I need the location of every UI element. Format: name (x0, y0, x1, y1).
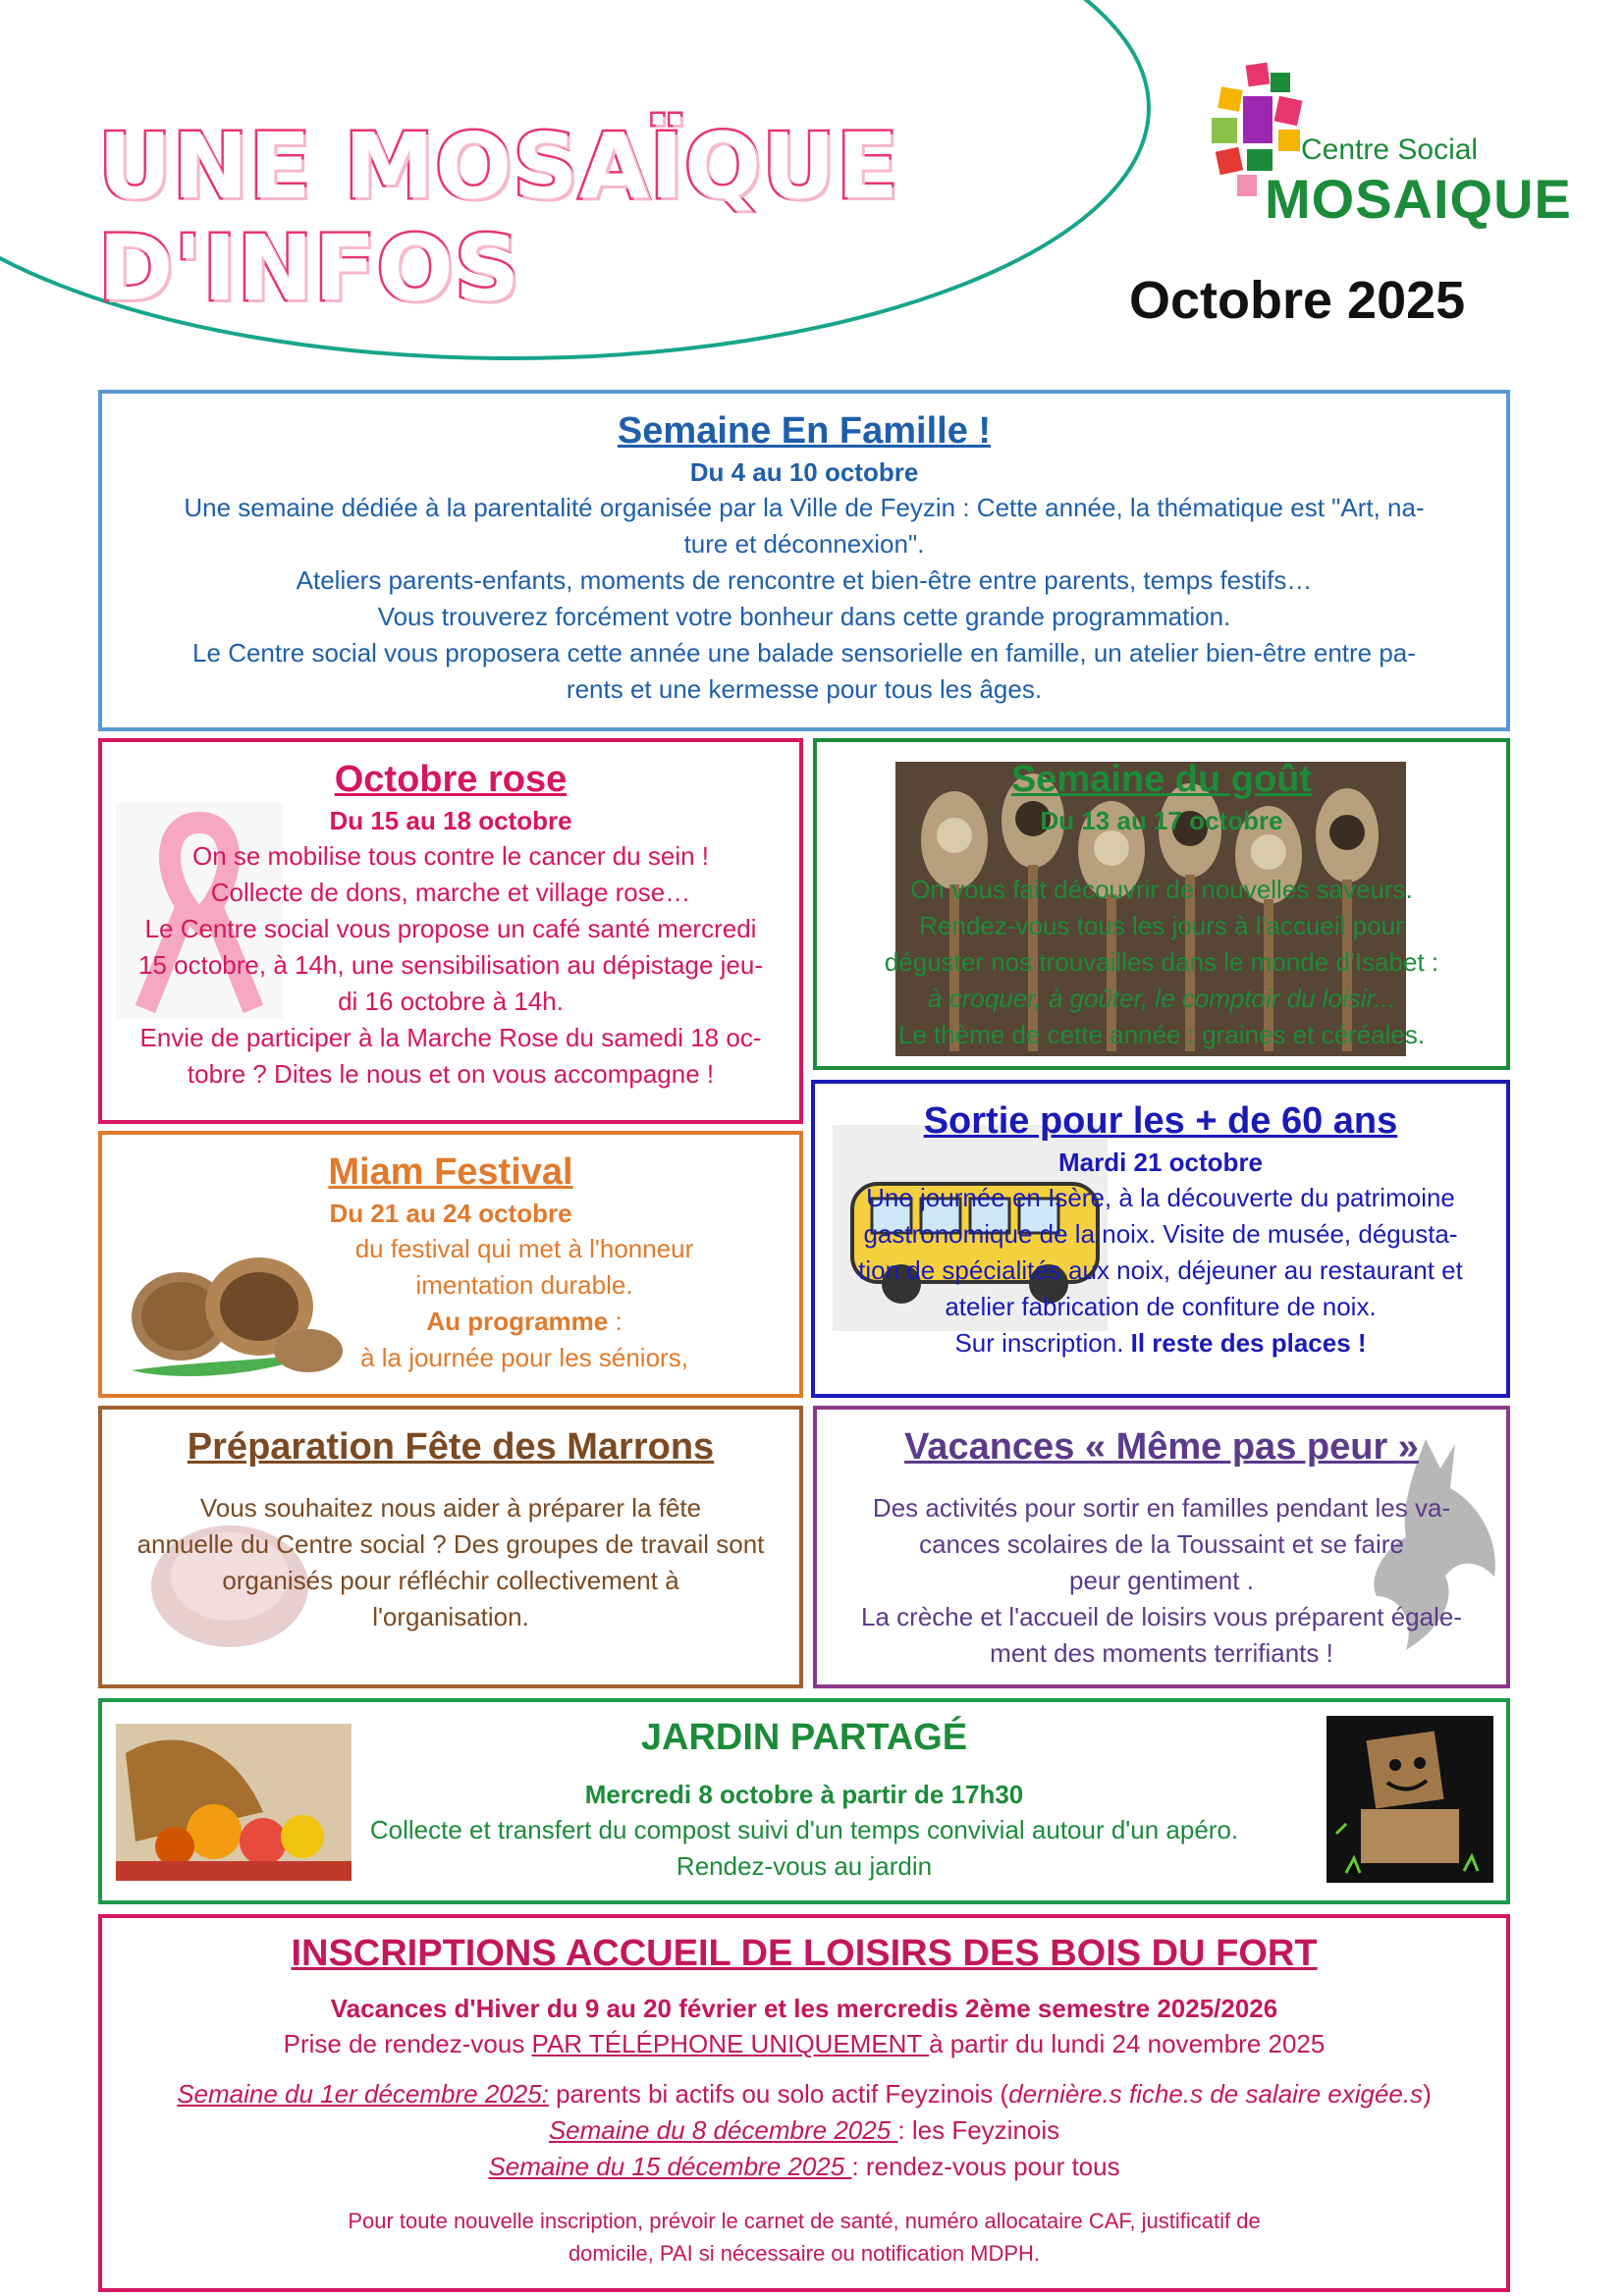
miam-title: Miam Festival (328, 1151, 573, 1193)
section-octobre-rose (98, 738, 803, 1124)
gout-text: à croquer, à goûter, le comptoir du loisir... (928, 984, 1395, 1013)
marrons-title: Préparation Fête des Marrons (187, 1426, 715, 1468)
gout-text: Rendez-vous tous les jours à l'accueil pour (919, 911, 1404, 940)
week-3 (102, 2149, 1506, 2185)
footer-note: domicile, PAI si nécessaire ou notification MDPH. (568, 2241, 1041, 2266)
famille-dates: Du 4 au 10 octobre (689, 457, 919, 487)
vacances-text: La crèche et l'accueil de loisirs vous préparent égale- (861, 1602, 1462, 1631)
gout-title: Semaine du goût (1010, 759, 1313, 800)
week-2-label: Semaine du 8 décembre 2025 (548, 2115, 898, 2145)
section-famille (98, 390, 1510, 731)
gout-text: Le thème de cette année : graines et céréales. (897, 1020, 1426, 1049)
week-2-text: : les Feyzinois (897, 2115, 1060, 2145)
week-1-close: ) (1423, 2079, 1432, 2109)
jardin-text: Collecte et transfert du compost suivi d'un temps convivial autour d'un apéro. (369, 1815, 1239, 1844)
vacances-title: Vacances « Même pas peur » (904, 1426, 1419, 1468)
phone-only-text: PAR TÉLÉPHONE UNIQUEMENT (531, 2029, 930, 2058)
sortie-text: gastronomique de la noix. Visite de musée, dégusta- (863, 1219, 1458, 1249)
week-1-note: dernière.s fiche.s de salaire exigée.s (1008, 2079, 1424, 2109)
rose-text: Collecte de dons, marche et village rose… (210, 878, 691, 907)
miam-dates: Du 21 au 24 octobre (329, 1199, 572, 1228)
sortie-text: tion de spécialités aux noix, déjeuner au restaurant et (858, 1255, 1463, 1285)
gout-text: On vous fait découvrir de nouvelles saveurs. (910, 875, 1413, 904)
week-1 (102, 2076, 1506, 2112)
marrons-text: Vous souhaitez nous aider à préparer la fête (199, 1493, 702, 1522)
marrons-text: organisés pour réfléchir collectivement à (222, 1566, 679, 1595)
appt-date-text: à partir du lundi 24 novembre 2025 (929, 2029, 1326, 2058)
rose-dates: Du 15 au 18 octobre (329, 806, 572, 835)
week-3-label: Semaine du 15 décembre 2025 (488, 2152, 852, 2181)
title-line-1: UNE MOSAÏQUE (98, 114, 899, 219)
gout-text: déguster nos trouvailles dans le monde d'Isabet : (884, 947, 1439, 977)
section-semaine-gout (813, 738, 1510, 1070)
sortie-text: Une journée en Isère, à la découverte du patrimoine (866, 1183, 1455, 1212)
section-jardin-partage (98, 1698, 1510, 1904)
registration-text: Sur inscription. (954, 1328, 1131, 1358)
title-line-2: D'INFOS (98, 216, 521, 321)
section-vacances (813, 1406, 1510, 1688)
famille-text: Ateliers parents-enfants, moments de rencontre et bien-être entre parents, temps festifs… (296, 565, 1313, 595)
program-colon: : (608, 1307, 623, 1336)
section-sortie-60-ans (811, 1080, 1510, 1398)
rose-text: Le Centre social vous propose un café santé mercredi (144, 914, 757, 943)
jardin-dates: Mercredi 8 octobre à partir de 17h30 (584, 1780, 1024, 1809)
sortie-dates: Mardi 21 octobre (1057, 1148, 1264, 1177)
famille-text: rents et une kermesse pour tous les âges. (566, 674, 1043, 704)
miam-text: à la journée pour les séniors, (360, 1343, 688, 1372)
jardin-text: Rendez-vous au jardin (676, 1851, 933, 1881)
week-2 (102, 2112, 1506, 2149)
rose-text: tobre ? Dites le nous et on vous accompagne ! (187, 1059, 715, 1089)
inscriptions-title: INSCRIPTIONS ACCUEIL DE LOISIRS DES BOIS DU FORT (291, 1933, 1318, 1974)
famille-text: Une semaine dédiée à la parentalité organisée par la Ville de Feyzin : Cette année, la thématique est "Art, na- (184, 493, 1425, 522)
inscriptions-sub: Vacances d'Hiver du 9 au 20 février et les mercredis 2ème semestre 2025/2026 (330, 1994, 1278, 2023)
vacances-text: Des activités pour sortir en familles pendant les va- (872, 1493, 1451, 1522)
rose-text: On se mobilise tous contre le cancer du sein ! (191, 841, 710, 871)
section-inscriptions (98, 1914, 1510, 2292)
logo (1208, 59, 1572, 245)
page-title (98, 116, 982, 320)
section-miam-festival (98, 1131, 803, 1398)
issue-date: Octobre 2025 (1129, 271, 1466, 330)
miam-text: du festival qui met à l'honneur (354, 1234, 694, 1263)
program-label: Au programme (426, 1307, 609, 1336)
logo-line-1: Centre Social (1301, 133, 1479, 166)
footer-note: Pour toute nouvelle inscription, prévoir le carnet de santé, numéro allocataire CAF, justificatif de (348, 2209, 1261, 2233)
week-1-text: parents bi actifs ou solo actif Feyzinois ( (548, 2079, 1009, 2109)
week-3-text: : rendez-vous pour tous (851, 2152, 1120, 2181)
vacances-text: peur gentiment . (1069, 1566, 1254, 1595)
sortie-registration (815, 1325, 1506, 1362)
miam-text: imentation durable. (415, 1270, 633, 1300)
vacances-text: cances scolaires de la Toussaint et se faire (919, 1529, 1404, 1559)
famille-text: Le Centre social vous proposera cette année une balade sensorielle en famille, un atelier bien-être entre pa- (192, 638, 1416, 667)
sortie-text: atelier fabrication de confiture de noix. (945, 1292, 1377, 1321)
marrons-text: annuelle du Centre social ? Des groupes de travail sont (136, 1529, 765, 1559)
famille-text: ture et déconnexion". (683, 529, 925, 559)
rose-text: Envie de participer à la Marche Rose du samedi 18 oc- (139, 1023, 762, 1052)
rose-text: 15 octobre, à 14h, une sensibilisation au dépistage jeu- (138, 950, 763, 980)
rose-text: di 16 octobre à 14h. (338, 987, 564, 1016)
places-left: Il reste des places ! (1130, 1328, 1367, 1358)
sortie-title: Sortie pour les + de 60 ans (923, 1100, 1398, 1142)
jardin-title: JARDIN PARTAGÉ (640, 1717, 968, 1758)
rose-title: Octobre rose (334, 759, 568, 800)
logo-line-2: MOSAIQUE (1265, 168, 1572, 230)
appt-text: Prise de rendez-vous (283, 2029, 532, 2058)
miam-program (102, 1304, 799, 1340)
marrons-text: l'organisation. (372, 1602, 529, 1631)
section-fete-marrons (98, 1406, 803, 1688)
gout-dates: Du 13 au 17 octobre (1040, 806, 1283, 835)
famille-title: Semaine En Famille ! (617, 410, 992, 452)
famille-text: Vous trouverez forcément votre bonheur dans cette grande programmation. (377, 602, 1231, 631)
inscriptions-appointment (102, 2026, 1506, 2062)
vacances-text: ment des moments terrifiants ! (990, 1638, 1333, 1668)
week-1-label: Semaine du 1er décembre 2025: (177, 2079, 549, 2109)
